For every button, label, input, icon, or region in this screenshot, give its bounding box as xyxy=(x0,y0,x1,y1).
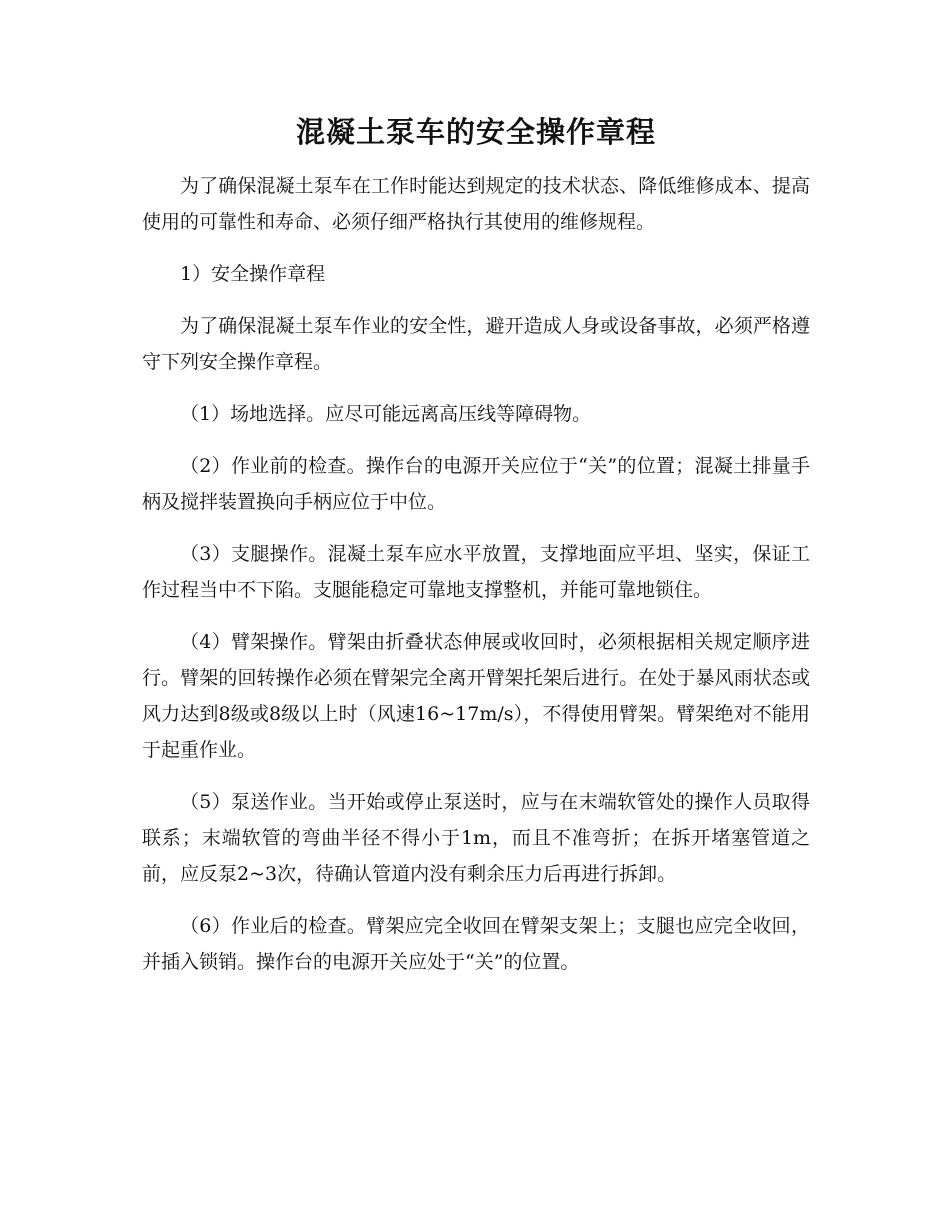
section-heading-safety-rules: 1）安全操作章程 xyxy=(180,263,326,285)
document-title: 混凝土泵车的安全操作章程 xyxy=(295,115,656,149)
paragraph-boom-operation: （4）臂架操作。臂架由折叠状态伸展或收回时，必须根据相关规定顺序进行。臂架的回转操作必须在臂架完全离开臂架托架后进行。在处于暴风雨状态或风力达到8级或8级以上时（风速16~17m/s），不得使用臂架。臂架绝对不能用于起重作业。 xyxy=(142,631,810,761)
paragraph-pumping-operation: （5）泵送作业。当开始或停止泵送时，应与在末端软管处的操作人员取得联系；末端软管的弯曲半径不得小于1m，而且不准弯折；在拆开堵塞管道之前，应反泵2~3次，待确认管道内没有剩余压力后再进行拆卸。 xyxy=(142,791,810,885)
paragraph-outrigger-operation: （3）支腿操作。混凝土泵车应水平放置，支撑地面应平坦、坚实，保证工作过程当中不下陷。支腿能稳定可靠地支撑整机，并能可靠地锁住。 xyxy=(142,543,810,601)
paragraph-site-selection: （1）场地选择。应尽可能远离高压线等障碍物。 xyxy=(180,403,592,425)
paragraph-safety-intro: 为了确保混凝土泵车作业的安全性，避开造成人身或设备事故，必须严格遵守下列安全操作章程。 xyxy=(142,315,810,373)
paragraph-pre-work-check: （2）作业前的检查。操作台的电源开关应位于“关”的位置；混凝土排量手柄及搅拌装置换向手柄应位于中位。 xyxy=(142,455,810,513)
paragraph-post-work-check: （6）作业后的检查。臂架应完全收回在臂架支架上；支腿也应完全收回，并插入锁销。操作台的电源开关应处于“关”的位置。 xyxy=(142,915,810,973)
paragraph-intro: 为了确保混凝土泵车在工作时能达到规定的技术状态、降低维修成本、提高使用的可靠性和寿命、必须仔细严格执行其使用的维修规程。 xyxy=(142,175,810,233)
